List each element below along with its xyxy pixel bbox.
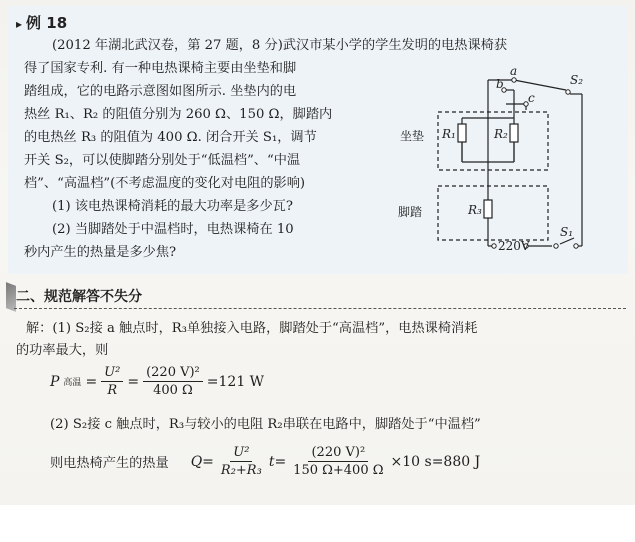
formula-t: t=	[268, 453, 287, 470]
solution-line: (2) S₂接 c 触点时，R₃与较小的电阻 R₂串联在电路中，脚踏处于“中温档”	[50, 417, 481, 432]
label-foot: 脚踏	[398, 205, 423, 219]
label-s1: S₁	[560, 225, 574, 239]
r1-resistor	[458, 124, 466, 142]
fraction-2	[143, 364, 203, 399]
formula-heat	[50, 444, 480, 479]
fraction-den: 400 Ω	[153, 383, 193, 398]
problem-line: 档”、“高温档”(不考虑温度的变化对电阻的影响)	[24, 176, 306, 191]
problem-line: 开关 S₂，可以使脚踏分别处于“低温档”、“中温	[24, 153, 301, 168]
problem-line: 热丝 R₁、R₂ 的阻值分别为 260 Ω、150 Ω，脚踏内	[24, 107, 333, 122]
formula-p: P	[50, 373, 60, 390]
problem-line: 踏组成，它的电路示意图如图所示. 坐垫内的电	[24, 84, 297, 99]
question-1: (1) 该电热课椅消耗的最大功率是多少瓦?	[52, 199, 293, 214]
fraction-1	[101, 364, 123, 399]
solution-line: 则电热椅产生的热量	[50, 456, 169, 471]
question-2-cont: 秒内产生的热量是多少焦?	[24, 245, 177, 260]
fraction-num: U²	[101, 364, 123, 382]
label-c: c	[528, 91, 535, 105]
fraction-num: U²	[230, 444, 252, 462]
fraction-3	[218, 444, 265, 479]
fraction-den: R	[107, 383, 118, 398]
solution-line: 解：(1) S₂接 a 触点时，R₃单独接入电路，脚踏处于“高温档”，电热课椅消耗	[26, 321, 478, 336]
circuit-diagram	[394, 66, 630, 272]
seat-dashed-box	[438, 112, 548, 170]
foot-dashed-box	[438, 186, 548, 240]
label-r2: R₂	[494, 127, 508, 141]
fraction-den: 150 Ω+400 Ω	[293, 463, 384, 478]
label-r3: R₃	[468, 203, 482, 217]
example-title: ▸ 例 18	[16, 14, 68, 32]
equals: =	[127, 373, 140, 390]
question-2: (2) 当脚踏处于中温档时，电热课椅在 10	[52, 222, 294, 237]
formula-result: =121 W	[206, 373, 265, 390]
fraction-num: (220 V)²	[143, 364, 203, 382]
formula-power	[50, 364, 264, 399]
r3-resistor	[484, 200, 492, 218]
formula-p-sub: 高温	[63, 378, 82, 388]
label-voltage: 220V	[498, 239, 530, 253]
r2-resistor	[510, 124, 518, 142]
solution-line: 的功率最大，则	[16, 343, 109, 358]
fraction-num: (220 V)²	[308, 444, 368, 462]
label-r1: R₁	[442, 127, 456, 141]
problem-line: 得了国家专利. 有一种电热课椅主要由坐垫和脚	[24, 61, 297, 76]
label-seat: 坐垫	[400, 129, 425, 143]
label-s2: S₂	[570, 73, 584, 87]
equals: =	[85, 373, 98, 390]
fraction-den: R₂+R₃	[220, 463, 262, 478]
label-a: a	[510, 66, 518, 78]
problem-line: 的电热丝 R₃ 的阻值为 400 Ω. 闭合开关 S₁，调节	[24, 130, 317, 145]
formula-result: ×10 s=880 J	[390, 453, 481, 470]
pointer-icon: ▸	[16, 17, 23, 31]
fraction-4	[290, 444, 386, 479]
problem-line: (2012 年湖北武汉卷，第 27 题，8 分)武汉市某小学的学生发明的电热课椅获	[52, 38, 508, 53]
formula-q: Q=	[190, 453, 214, 470]
section-title: 二、规范解答不失分	[16, 289, 142, 305]
section-divider	[14, 308, 626, 309]
label-b: b	[496, 77, 504, 91]
